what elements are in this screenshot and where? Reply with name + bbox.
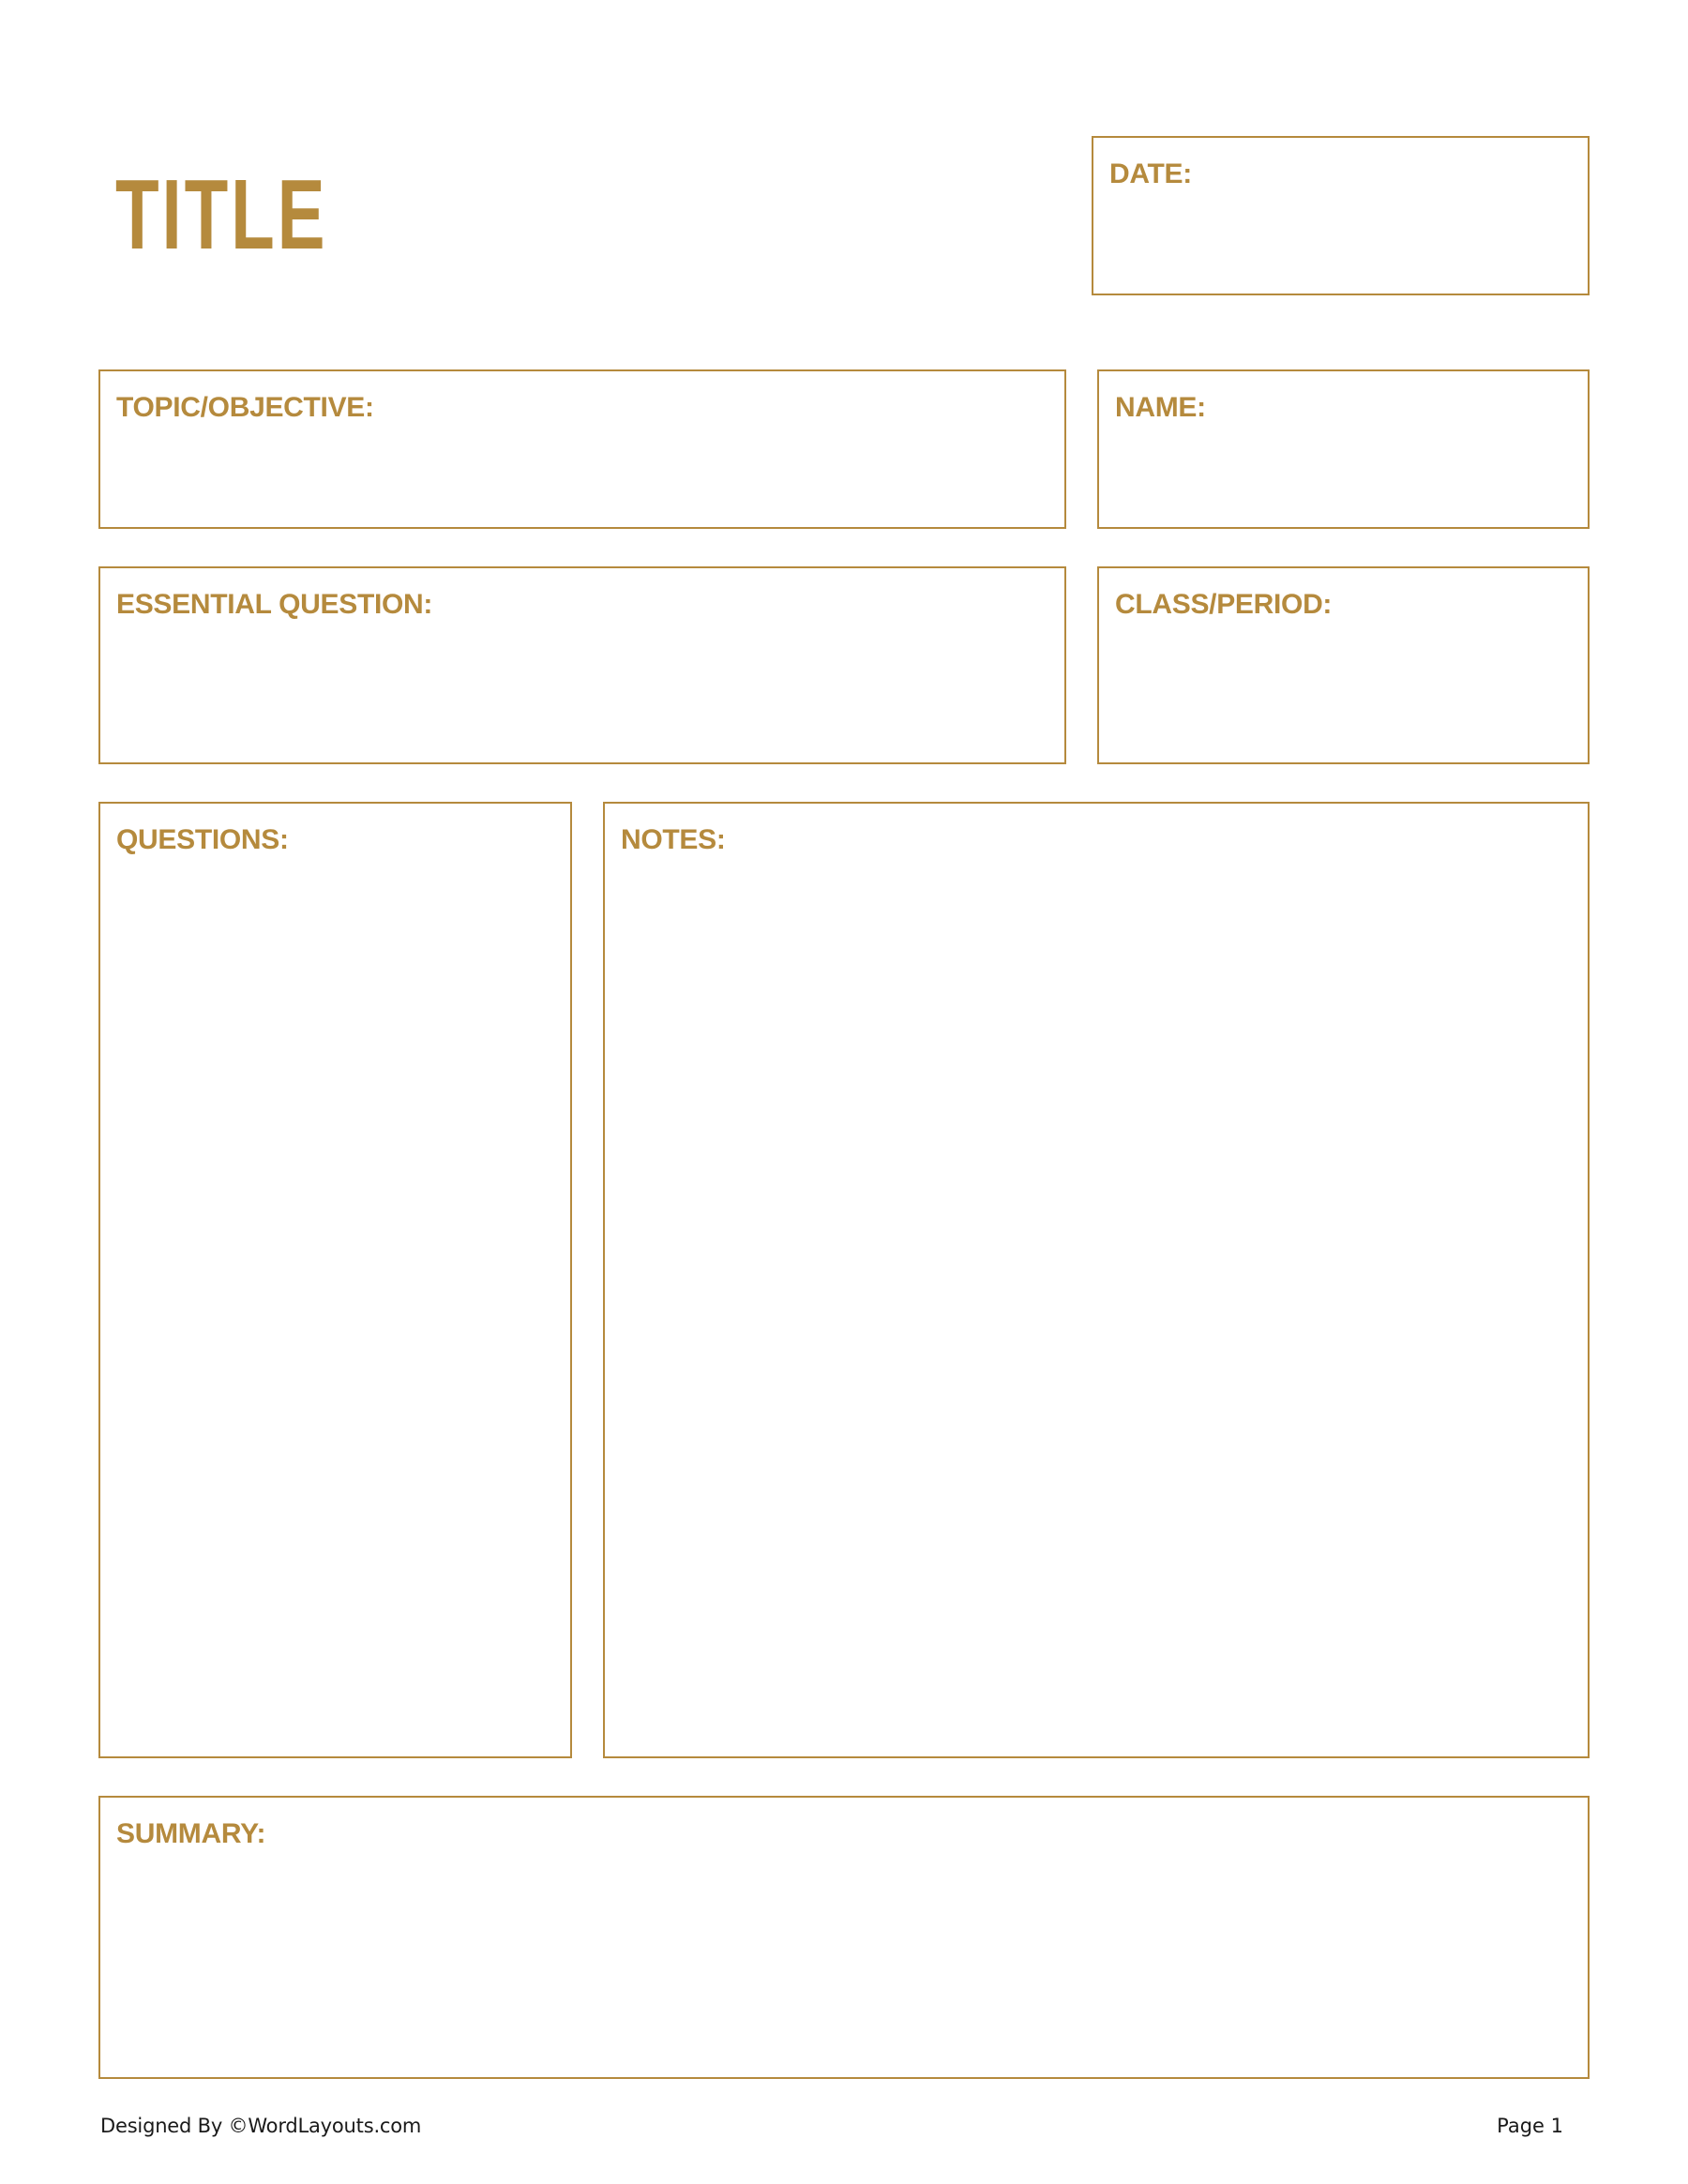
class-period-label: CLASS/PERIOD: (1115, 589, 1333, 620)
essential-question-label: ESSENTIAL QUESTION: (116, 589, 433, 620)
class-period-field[interactable] (1115, 628, 1572, 751)
notes-field[interactable] (621, 864, 1572, 1745)
notes-label: NOTES: (621, 824, 726, 855)
summary-label: SUMMARY: (116, 1818, 266, 1849)
topic-objective-field[interactable] (116, 431, 1048, 516)
questions-field[interactable] (116, 864, 554, 1745)
questions-label: QUESTIONS: (116, 824, 289, 855)
name-box[interactable] (1097, 369, 1590, 529)
topic-objective-box[interactable] (98, 369, 1066, 529)
topic-objective-label: TOPIC/OBJECTIVE: (116, 392, 374, 423)
notes-box[interactable] (603, 802, 1590, 1758)
date-label: DATE: (1109, 158, 1192, 189)
date-field[interactable] (1109, 198, 1572, 282)
essential-question-field[interactable] (116, 628, 1048, 751)
page-title: TITLE (115, 159, 328, 270)
page-number: Page 1 (1497, 2115, 1563, 2137)
essential-question-box[interactable] (98, 566, 1066, 764)
summary-field[interactable] (116, 1858, 1572, 2066)
date-box[interactable] (1092, 136, 1590, 295)
summary-box[interactable] (98, 1796, 1590, 2079)
questions-box[interactable] (98, 802, 572, 1758)
name-field[interactable] (1115, 431, 1572, 516)
class-period-box[interactable] (1097, 566, 1590, 764)
name-label: NAME: (1115, 392, 1206, 423)
footer-credit: Designed By ©WordLayouts.com (100, 2115, 422, 2137)
